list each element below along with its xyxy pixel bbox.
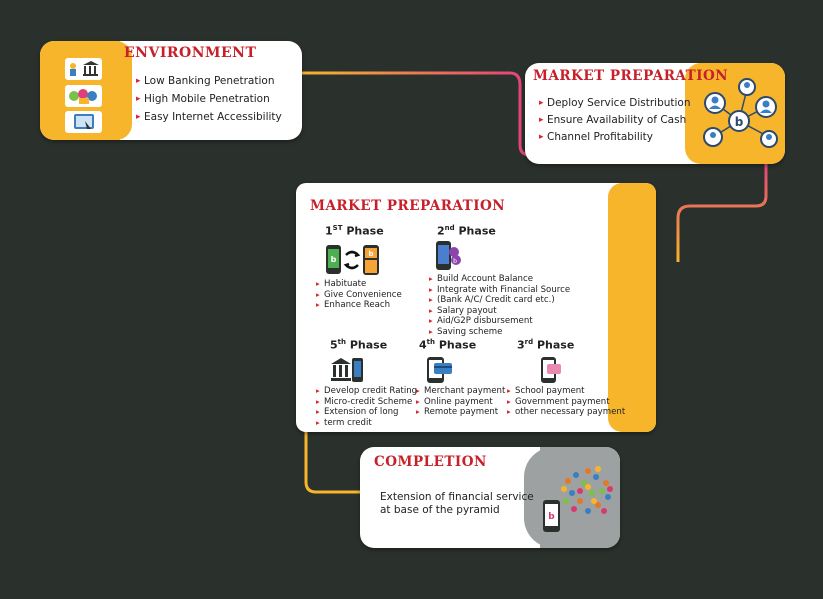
phase-2-list xyxy=(429,274,570,337)
svg-text:b: b xyxy=(548,512,555,522)
phase-2-item: ▸ Integrate with Financial Source xyxy=(429,285,570,296)
phase-1-label: 1ST Phase xyxy=(325,224,384,238)
market-preparation-top-card xyxy=(525,63,785,164)
svg-text:b: b xyxy=(330,255,337,264)
environment-title: ENVIRONMENT xyxy=(124,45,257,61)
people-bank-icon xyxy=(65,58,102,80)
completion-text-line1: Extension of financial service xyxy=(380,491,534,503)
phase-3-item: ▸ School payment xyxy=(507,386,625,397)
phase-2-item-cont: ▸ (Bank A/C/ Credit card etc.) xyxy=(429,295,570,306)
phase-5-item: ▸ Develop credit Rating xyxy=(316,386,417,397)
environment-list xyxy=(136,72,282,126)
market-top-list xyxy=(539,95,691,146)
svg-text:b: b xyxy=(368,250,374,258)
phase-4-item: ▸ Merchant payment xyxy=(416,386,505,397)
bank-phone-icon xyxy=(330,356,364,384)
market-top-item: ▸ Deploy Service Distribution xyxy=(539,95,691,112)
online-transfer-icon xyxy=(65,85,102,107)
phase-1-item: ▸ Enhance Reach xyxy=(316,300,402,311)
phase-4-label: 4th Phase xyxy=(419,338,477,352)
card-payment-icon xyxy=(425,356,455,384)
svg-text:b: b xyxy=(734,115,744,129)
phase-3-item: ▸ other necessary payment xyxy=(507,407,625,418)
people-pyramid-icon xyxy=(558,461,618,521)
phone-wallet-icon xyxy=(539,356,563,384)
tablet-touch-icon xyxy=(65,111,102,133)
phase-2-item: ▸ Saving scheme xyxy=(429,327,570,338)
environment-item: ▸ Easy Internet Accessibility xyxy=(136,108,282,126)
mobile-exchange-icon xyxy=(325,244,381,276)
phase-2-label: 2nd Phase xyxy=(437,224,496,238)
phone-with-coins-icon xyxy=(434,240,464,272)
completion-text-line2: at base of the pyramid xyxy=(380,504,500,516)
phase-2-item: ▸ Build Account Balance xyxy=(429,274,570,285)
phase-5-list xyxy=(316,386,417,428)
market-top-item: ▸ Ensure Availability of Cash xyxy=(539,112,691,129)
mobile-app-icon xyxy=(542,499,562,533)
phase-5-item: ▸ Extension of long xyxy=(316,407,417,418)
market-top-title: MARKET PREPARATION xyxy=(533,68,729,84)
phase-1-item: ▸ Habituate xyxy=(316,279,402,290)
network-hub-icon xyxy=(701,73,781,155)
phase-3-item: ▸ Government payment xyxy=(507,397,625,408)
phase-3-label: 3rd Phase xyxy=(517,338,575,352)
completion-card xyxy=(360,447,620,548)
market-top-item: ▸ Channel Profitability xyxy=(539,129,691,146)
phase-5-item: ▸ Micro-credit Scheme xyxy=(316,397,417,408)
environment-card xyxy=(40,41,302,140)
phase-2-item: ▸ Aid/G2P disbursement xyxy=(429,316,570,327)
phase-5-item-cont: ▸ term credit xyxy=(316,418,417,429)
phase-4-list xyxy=(416,386,505,418)
environment-item: ▸ Low Banking Penetration xyxy=(136,72,282,90)
phase-5-label: 5th Phase xyxy=(330,338,388,352)
completion-title: COMPLETION xyxy=(374,454,487,470)
phase-3-list xyxy=(507,386,625,418)
market-main-title: MARKET PREPARATION xyxy=(310,198,506,214)
phase-1-item: ▸ Give Convenience xyxy=(316,290,402,301)
svg-text:b: b xyxy=(453,258,457,265)
phase-2-item: ▸ Salary payout xyxy=(429,306,570,317)
environment-item: ▸ High Mobile Penetration xyxy=(136,90,282,108)
phase-1-list xyxy=(316,279,402,311)
phase-4-item: ▸ Online payment xyxy=(416,397,505,408)
phase-4-item: ▸ Remote payment xyxy=(416,407,505,418)
